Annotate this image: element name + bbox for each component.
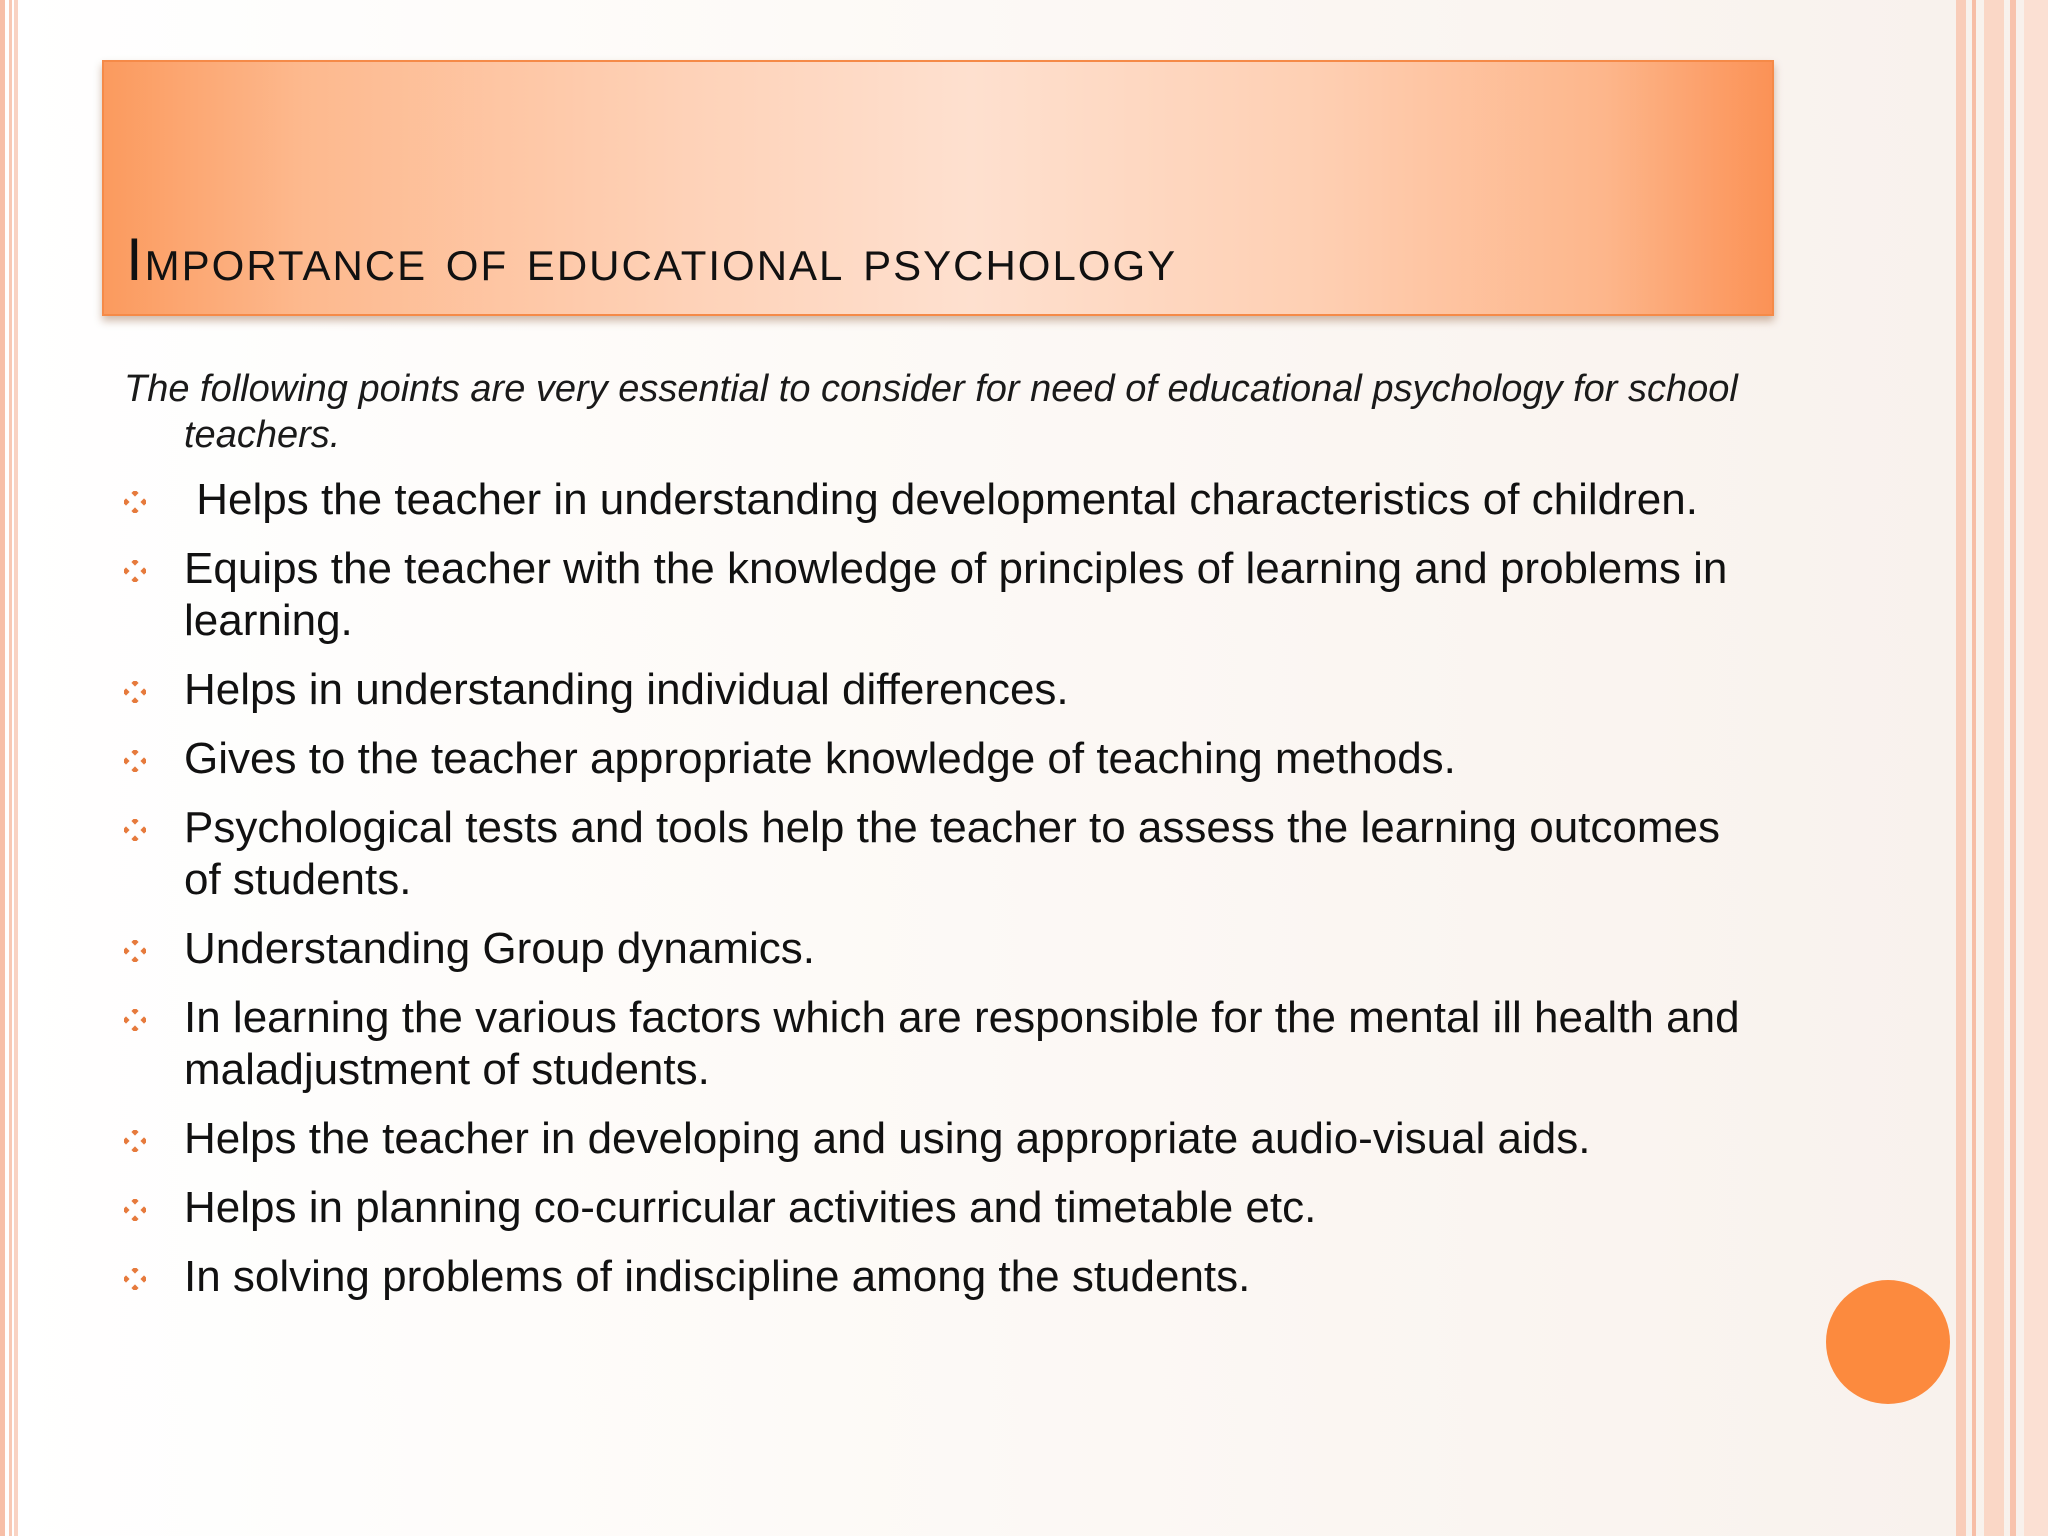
diamond-bullet-icon (124, 819, 146, 841)
bullet-item (124, 1182, 1764, 1234)
bullet-list (124, 474, 1764, 1303)
right-stripe (1956, 0, 1966, 1536)
bullet-item (124, 923, 1764, 975)
slide-title: Importance of educational psychology (126, 226, 1178, 293)
right-stripe (1984, 0, 2004, 1536)
bullet-text: Helps the teacher in understanding developmental characteristics of children. (184, 475, 1698, 524)
bullet-item (124, 802, 1764, 906)
diamond-bullet-icon (124, 560, 146, 582)
left-stripe (0, 0, 5, 1536)
right-stripe (2024, 0, 2048, 1536)
decorative-circle (1826, 1280, 1950, 1404)
slide-content (124, 366, 1764, 1320)
bullet-item (124, 992, 1764, 1096)
bullet-text: In solving problems of indiscipline among the students. (184, 1252, 1251, 1301)
diamond-bullet-icon (124, 1009, 146, 1031)
bullet-text: Helps in understanding individual differences. (184, 665, 1069, 714)
diamond-bullet-icon (124, 940, 146, 962)
bullet-text: Equips the teacher with the knowledge of principles of learning and problems in learning. (184, 544, 1740, 645)
intro-text: The following points are very essential to consider for need of educational psychology for school teachers. (124, 368, 1738, 456)
bullet-item (124, 1113, 1764, 1165)
bullet-item (124, 664, 1764, 716)
right-stripe (1972, 0, 1976, 1536)
bullet-item (124, 474, 1764, 526)
bullet-text: Psychological tests and tools help the teacher to assess the learning outcomes of students. (184, 803, 1733, 904)
bullet-text: Helps in planning co-curricular activities and timetable etc. (184, 1183, 1317, 1232)
bullet-item (124, 733, 1764, 785)
diamond-bullet-icon (124, 750, 146, 772)
bullet-text: Understanding Group dynamics. (184, 924, 815, 973)
bullet-text: In learning the various factors which are responsible for the mental ill health and maladjustment of students. (184, 993, 1752, 1094)
diamond-bullet-icon (124, 681, 146, 703)
left-stripe (14, 0, 18, 1536)
diamond-bullet-icon (124, 1130, 146, 1152)
diamond-bullet-icon (124, 1268, 146, 1290)
title-banner (102, 60, 1774, 316)
diamond-bullet-icon (124, 491, 146, 513)
bullet-text: Gives to the teacher appropriate knowledge of teaching methods. (184, 734, 1456, 783)
bullet-item (124, 543, 1764, 647)
bullet-item (124, 1251, 1764, 1303)
bullet-text: Helps the teacher in developing and using appropriate audio-visual aids. (184, 1114, 1591, 1163)
right-stripe (2010, 0, 2016, 1536)
left-stripe (9, 0, 12, 1536)
diamond-bullet-icon (124, 1199, 146, 1221)
